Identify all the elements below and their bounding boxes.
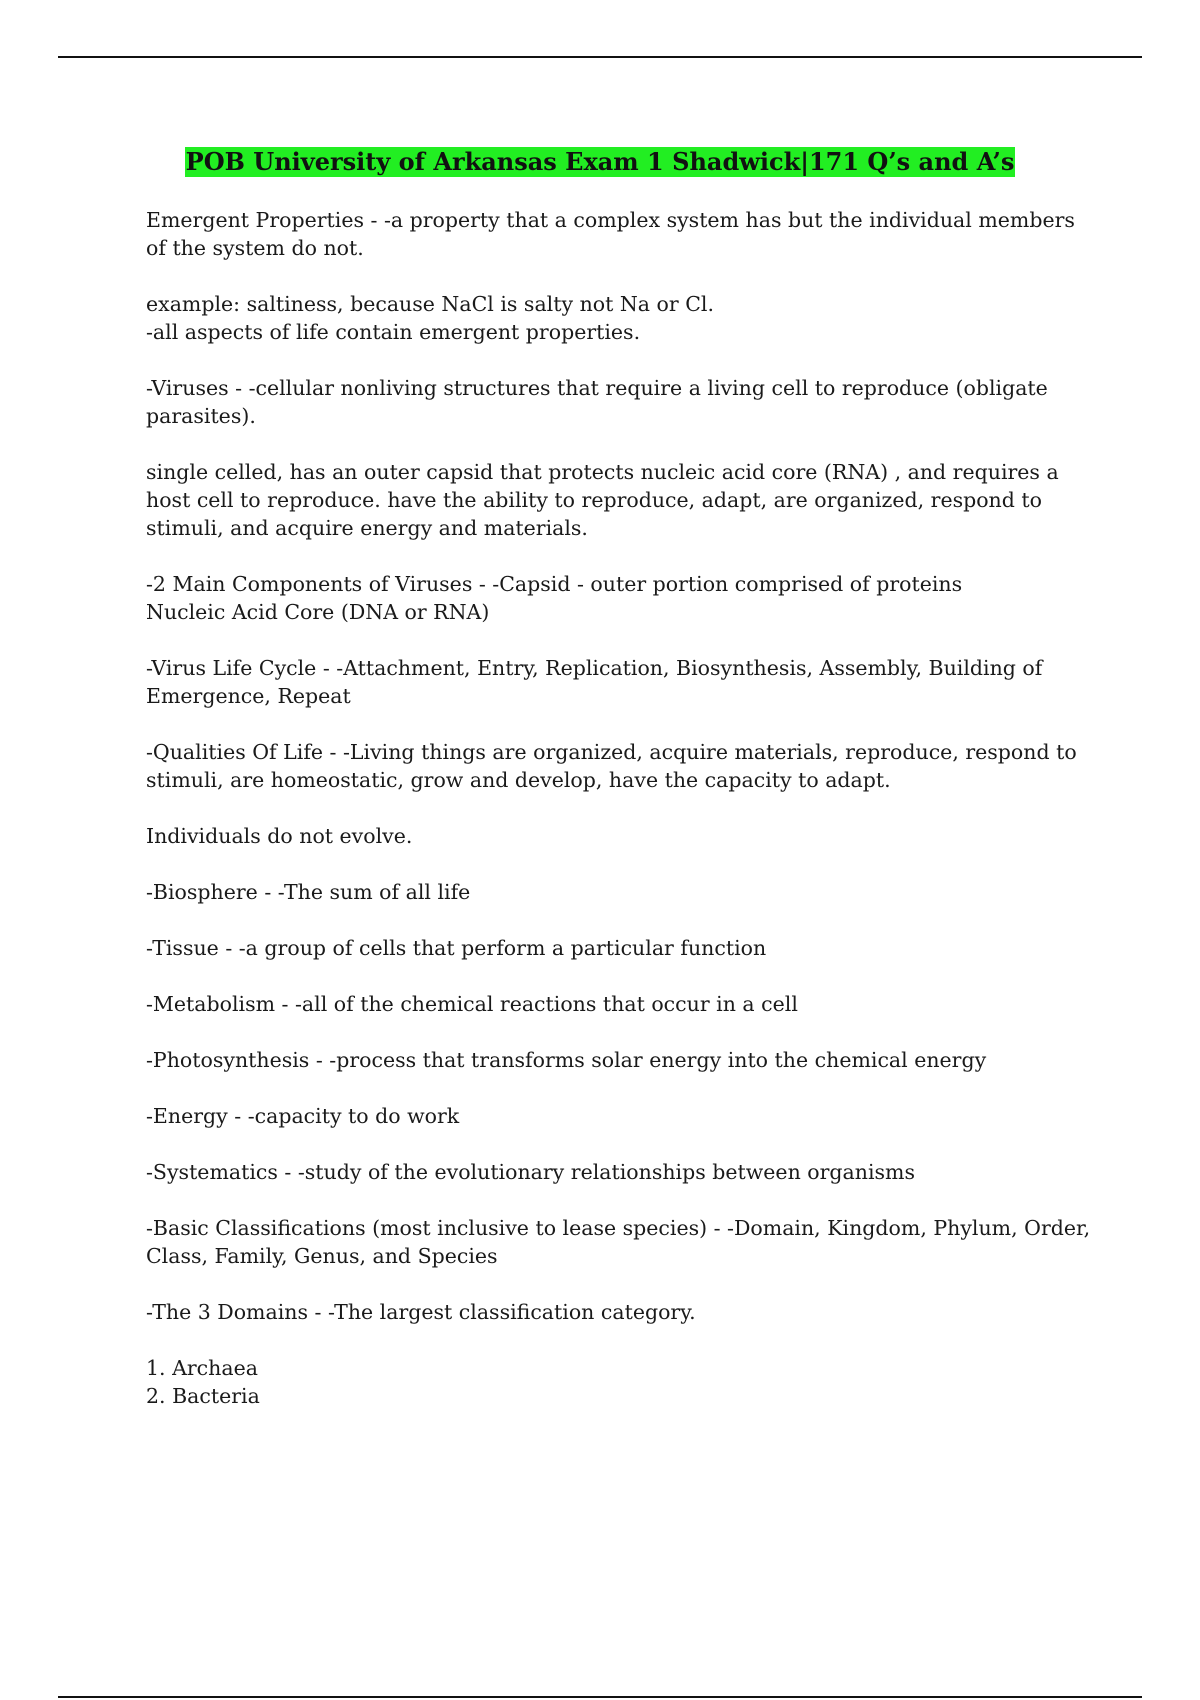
paragraph-viruses: -Viruses - -cellular nonliving structures that require a living cell to reproduce (obligate parasites).: [146, 376, 1048, 428]
paragraph-biosphere: -Biosphere - -The sum of all life: [146, 880, 471, 904]
paragraph-tissue: -Tissue - -a group of cells that perform a particular function: [146, 936, 767, 960]
paragraph-basic-classifications: -Basic Classifications (most inclusive to lease species) - -Domain, Kingdom, Phylum, Order, Class, Family, Genus, and Species: [146, 1216, 1091, 1268]
paragraph-single-celled: single celled, has an outer capsid that protects nucleic acid core (RNA) , and requires a host cell to reproduce. have the ability to reproduce, adapt, are organized, respond to stimuli, and acquire energy and materials.: [146, 460, 1059, 540]
bottom-rule: [58, 1696, 1142, 1698]
paragraph-virus-life-cycle: -Virus Life Cycle - -Attachment, Entry, Replication, Biosynthesis, Assembly, Building of Emergence, Repeat: [146, 656, 1043, 708]
document-body: [146, 206, 1096, 1410]
list-item-archaea: 1. Archaea: [146, 1356, 258, 1380]
paragraph-energy: -Energy - -capacity to do work: [146, 1104, 460, 1128]
paragraph-qualities-of-life: -Qualities Of Life - -Living things are organized, acquire materials, reproduce, respond to stimuli, are homeostatic, grow and develop, have the capacity to adapt.: [146, 740, 1077, 792]
top-rule: [58, 56, 1142, 58]
title-wrap: [0, 147, 1200, 177]
paragraph-metabolism: -Metabolism - -all of the chemical reactions that occur in a cell: [146, 992, 798, 1016]
paragraph-all-aspects: -all aspects of life contain emergent properties.: [146, 320, 641, 344]
paragraph-individuals: Individuals do not evolve.: [146, 824, 413, 848]
list-item-bacteria: 2. Bacteria: [146, 1384, 260, 1408]
paragraph-nucleic-acid-core: Nucleic Acid Core (DNA or RNA): [146, 600, 490, 624]
paragraph-systematics: -Systematics - -study of the evolutionary relationships between organisms: [146, 1160, 916, 1184]
paragraph-example-saltiness: example: saltiness, because NaCl is salty not Na or Cl.: [146, 292, 714, 316]
paragraph-three-domains: -The 3 Domains - -The largest classification category.: [146, 1300, 696, 1324]
paragraph-emergent-properties: Emergent Properties - -a property that a complex system has but the individual members of the system do not.: [146, 208, 1075, 260]
paragraph-photosynthesis: -Photosynthesis - -process that transforms solar energy into the chemical energy: [146, 1048, 987, 1072]
paragraph-virus-components: -2 Main Components of Viruses - -Capsid - outer portion comprised of proteins: [146, 572, 963, 596]
document-title: POB University of Arkansas Exam 1 Shadwick|171 Q’s and A’s: [185, 147, 1015, 176]
